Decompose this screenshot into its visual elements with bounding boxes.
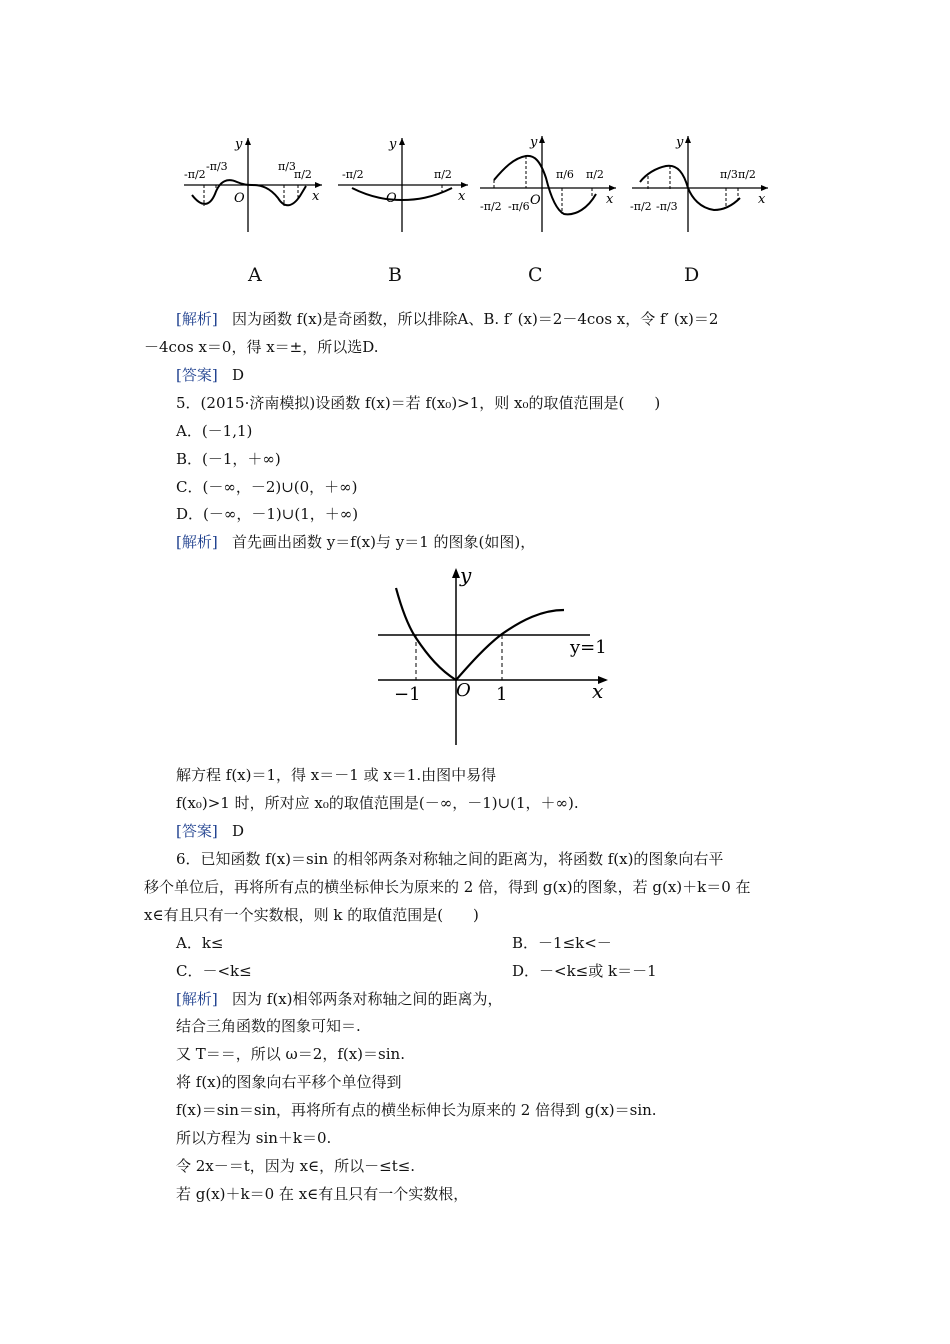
- option-label-d: D: [684, 264, 700, 286]
- q6-stem-line-1: 6．已知函数 f(x)＝sin 的相邻两条对称轴之间的距离为，将函数 f(x)的图象向右平: [176, 850, 724, 868]
- option-graph-c: [478, 128, 628, 242]
- q6-analysis-step: 所以方程为 sin＋k＝0.: [176, 1129, 332, 1147]
- x-axis-label: x: [606, 192, 614, 207]
- q6-analysis-step: 若 g(x)＋k＝0 在 x∈有且只有一个实数根，: [176, 1185, 469, 1203]
- q6-option-c: C．－<k≤: [176, 962, 252, 980]
- q6-analysis-step: 又 T＝＝，所以 ω＝2，f(x)＝sin.: [176, 1045, 405, 1063]
- tick-label: π/2: [738, 168, 756, 181]
- tick-label: π/3: [278, 160, 296, 173]
- q4-analysis-line-1: [176, 308, 718, 330]
- line-label: y=1: [570, 637, 607, 658]
- tick-label: π/2: [586, 168, 604, 181]
- tick-label: -π/2: [630, 200, 652, 213]
- tick-label: π/2: [294, 168, 312, 181]
- tick-label: −1: [394, 684, 421, 705]
- q5-answer: [176, 820, 244, 842]
- option-label-a: A: [248, 264, 262, 286]
- q5-stem: 5．(2015·济南模拟)设函数 f(x)＝若 f(x₀)>1，则 x₀的取值范围是( ): [176, 394, 661, 412]
- tick-label: 1: [496, 684, 508, 705]
- origin-label: O: [456, 680, 471, 701]
- option-label-b: B: [388, 264, 402, 286]
- tick-label: -π/2: [184, 168, 206, 181]
- tick-label: π/3: [720, 168, 738, 181]
- option-graph-b: [336, 128, 481, 242]
- option-graph-d: [630, 128, 780, 242]
- y-axis-label: y: [460, 563, 472, 587]
- q6-analysis-step: f(x)＝sin＝sin，再将所有点的横坐标伸长为原来的 2 倍得到 g(x)＝sin.: [176, 1101, 657, 1119]
- q4-analysis-text: 因为函数 f(x)是奇函数，所以排除A、B. f′ (x)＝2－4cos x，令 f′ (x)＝2: [232, 310, 719, 328]
- answer-value: D: [232, 822, 245, 840]
- q6-stem-line-2: 移个单位后，再将所有点的横坐标伸长为原来的 2 倍，得到 g(x)的图象，若 g(x)＋k＝0 在: [144, 878, 751, 896]
- q5-solve-line-1: 解方程 f(x)＝1，得 x＝－1 或 x＝1.由图中易得: [176, 766, 497, 784]
- q5-analysis-line-1: [176, 531, 535, 553]
- q5-solve-line-2: f(x₀)>1 时，所对应 x₀的取值范围是(－∞，－1)∪(1，＋∞).: [176, 794, 579, 812]
- tick-label: -π/3: [206, 160, 228, 173]
- q5-option-b: B．(－1，＋∞): [176, 450, 281, 468]
- y-axis-label: y: [676, 135, 684, 150]
- q6-option-d: D．－<k≤或 k＝－1: [512, 962, 657, 980]
- q5-option-d: D．(－∞，－1)∪(1，＋∞): [176, 505, 359, 523]
- analysis-tag: [解析]: [176, 310, 218, 328]
- answer-value: D: [232, 366, 245, 384]
- q5-analysis-text: 首先画出函数 y＝f(x)与 y＝1 的图象(如图)，: [232, 533, 536, 551]
- analysis-tag: [解析]: [176, 990, 218, 1008]
- q6-option-b: B．－1≤k<－: [512, 934, 612, 952]
- q6-analysis-step: 将 f(x)的图象向右平移个单位得到: [176, 1073, 402, 1091]
- x-axis-label: x: [312, 189, 320, 204]
- q5-option-a: A．(－1,1): [176, 422, 253, 440]
- q5-graph: [370, 560, 620, 754]
- y-axis-label: y: [389, 137, 397, 152]
- q6-analysis-step: 令 2x－＝t，因为 x∈，所以－≤t≤.: [176, 1157, 416, 1175]
- q6-option-a: A．k≤: [176, 934, 224, 952]
- origin-label: O: [386, 191, 397, 206]
- x-axis-label: x: [592, 679, 604, 703]
- tick-label: -π/2: [480, 200, 502, 213]
- q5-option-c: C．(－∞，－2)∪(0，＋∞): [176, 478, 358, 496]
- q6-stem-line-3: x∈有且只有一个实数根，则 k 的取值范围是( ): [144, 906, 479, 924]
- origin-label: O: [530, 193, 541, 208]
- x-axis-label: x: [758, 192, 766, 207]
- answer-tag: [答案]: [176, 822, 218, 840]
- q6-analysis-line-1: [176, 988, 503, 1010]
- y-axis-label: y: [530, 135, 538, 150]
- q4-answer: [176, 364, 244, 386]
- origin-label: O: [234, 191, 245, 206]
- q6-analysis-text: 因为 f(x)相邻两条对称轴之间的距离为，: [232, 990, 503, 1008]
- x-axis-label: x: [458, 189, 466, 204]
- tick-label: -π/3: [656, 200, 678, 213]
- option-label-c: C: [528, 264, 543, 286]
- tick-label: π/2: [434, 168, 452, 181]
- answer-tag: [答案]: [176, 366, 218, 384]
- tick-label: -π/6: [508, 200, 530, 213]
- analysis-tag: [解析]: [176, 533, 218, 551]
- option-graph-a: [182, 128, 332, 242]
- y-axis-label: y: [235, 137, 243, 152]
- q6-analysis-step: 结合三角函数的图象可知＝.: [176, 1017, 361, 1035]
- tick-label: π/6: [556, 168, 574, 181]
- tick-label: -π/2: [342, 168, 364, 181]
- q4-analysis-line-2: －4cos x＝0，得 x＝±，所以选D.: [144, 338, 379, 356]
